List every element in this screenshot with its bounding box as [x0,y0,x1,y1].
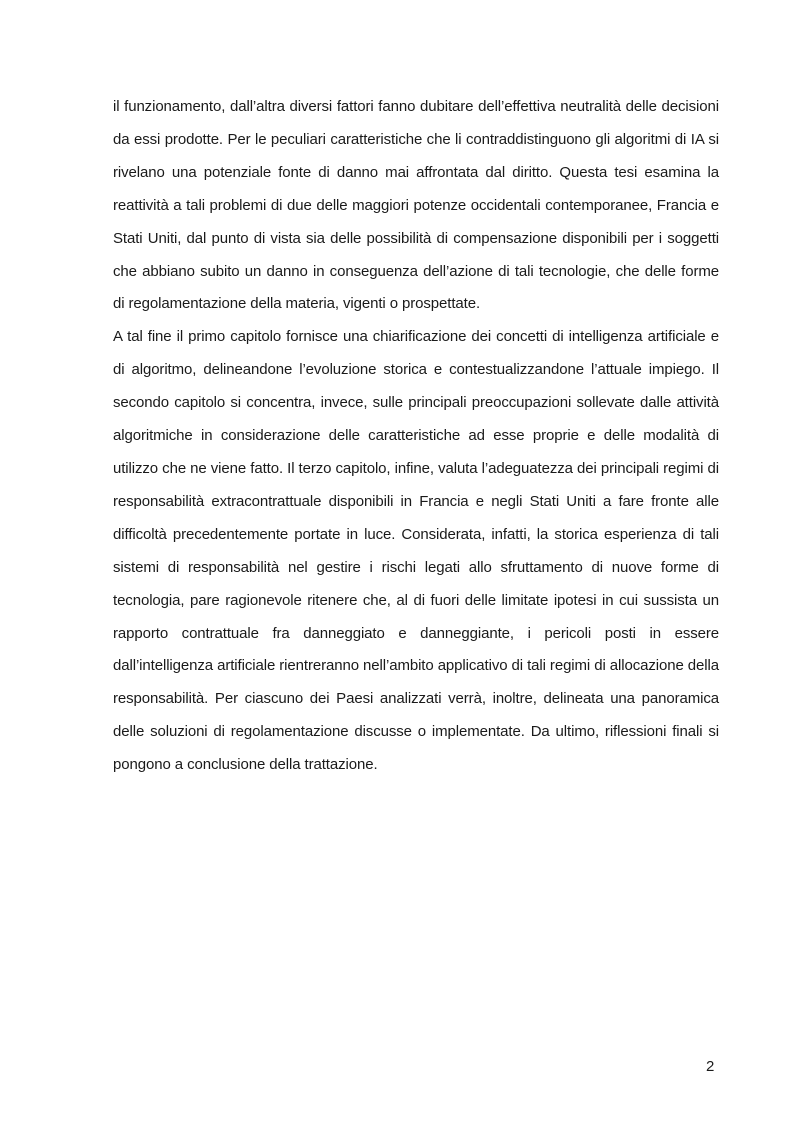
body-text [113,91,719,782]
paragraph-1: il funzionamento, dall’altra diversi fattori fanno dubitare dell’effettiva neutralità delle decisioni da essi prodotte. Per le peculiari caratteristiche che li contraddistinguono gli algoritmi di IA si rivelano una potenziale fonte di danno mai affrontata dal diritto. Questa tesi esamina la reattività a tali problemi di due delle maggiori potenze occidentali contemporanee, Francia e Stati Uniti, dal punto di vista sia delle possibilità di compensazione disponibili per i soggetti che abbiano subito un danno in conseguenza dell’azione di tali tecnologie, che delle forme di regolamentazione della materia, vigenti o prospettate. [113,98,719,313]
page-number: 2 [706,1058,715,1075]
paragraph-2: A tal fine il primo capitolo fornisce una chiarificazione dei concetti di intelligenza artificiale e di algoritmo, delineandone l’evoluzione storica e contestualizzandone l’attuale impiego. Il secondo capitolo si concentra, invece, sulle principali preoccupazioni sollevate dalle attività algoritmiche in considerazione delle caratteristiche ad esse proprie e delle modalità di utilizzo che ne viene fatto. Il terzo capitolo, infine, valuta l’adeguatezza dei principali regimi di responsabilità extracontrattuale disponibili in Francia e negli Stati Uniti a fare fronte alle difficoltà precedentemente portate in luce. Considerata, infatti, la storica esperienza di tali sistemi di responsabilità nel gestire i rischi legati allo sfruttamento di nuove forme di tecnologia, pare ragionevole ritenere che, al di fuori delle limitate ipotesi in cui sussista un rapporto contrattuale fra danneggiato e danneggiante, i pericoli posti in essere dall’intelligenza artificiale rientreranno nell’ambito applicativo di tali regimi di allocazione della responsabilità. Per ciascuno dei Paesi analizzati verrà, inoltre, delineata una panoramica delle soluzioni di regolamentazione discusse o implementate. Da ultimo, riflessioni finali si pongono a conclusione della trattazione. [113,328,719,774]
